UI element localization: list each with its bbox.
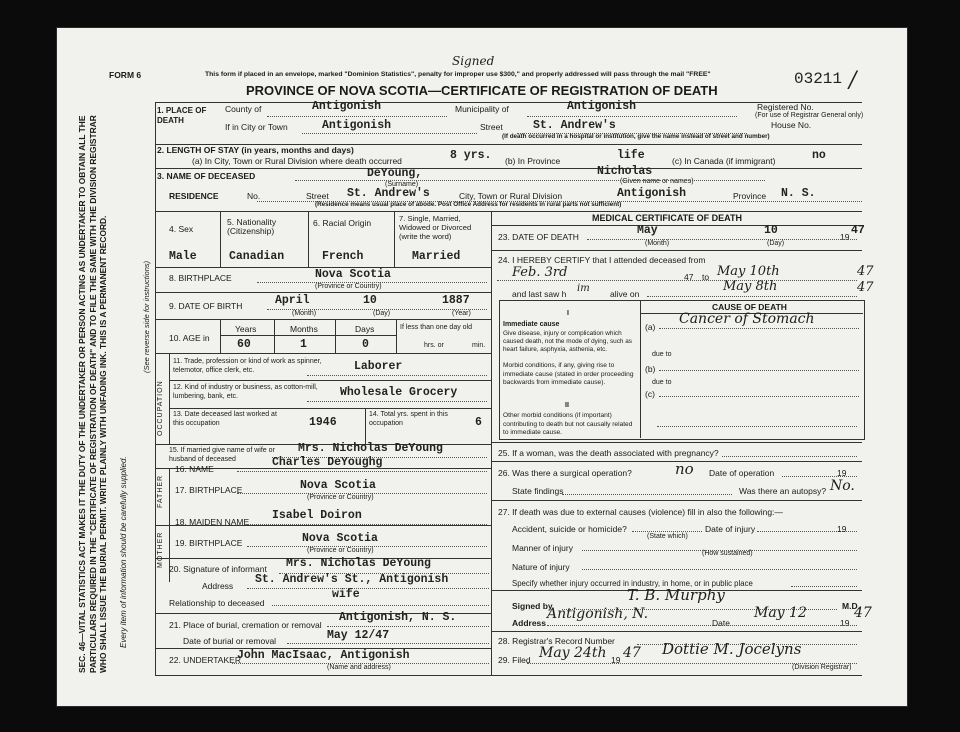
informant-address-label: Address bbox=[202, 581, 234, 591]
stay-a-label: (a) In City, Town or Rural Division where death occurred bbox=[192, 156, 402, 166]
certificate-title: PROVINCE OF NOVA SCOTIA—CERTIFICATE OF REGISTRATION OF DEATH bbox=[246, 83, 718, 98]
street-note: (If death occurred in a hospital or institution, give the name instead of street and number) bbox=[502, 133, 770, 140]
age-label: 10. AGE in bbox=[169, 333, 210, 343]
mother-side: MOTHER bbox=[157, 531, 164, 568]
last-worked-value: 1946 bbox=[309, 416, 337, 429]
form-number: FORM 6 bbox=[109, 70, 142, 80]
side-reverse: (See reverse side for instructions) bbox=[142, 260, 151, 373]
stay-c-value: no bbox=[812, 149, 826, 162]
number-slash: / bbox=[849, 68, 857, 93]
deceased-surname: DeYoung, bbox=[367, 167, 423, 180]
father-birthplace-label: 17. BIRTHPLACE bbox=[175, 485, 243, 495]
record-number-label: 28. Registrar's Record Number bbox=[498, 636, 615, 646]
trade-label: 11. Trade, profession or kind of work as spinner, telemotor, office clerk, etc. bbox=[173, 358, 322, 374]
father-birthplace: Nova Scotia bbox=[300, 479, 376, 492]
other-label: Other morbid conditions (if important) contributing to death but not causally related to immediate cause. bbox=[503, 412, 633, 436]
manner-label: Manner of injury bbox=[512, 543, 573, 553]
side-info: Every item of information should be carefully supplied. bbox=[119, 456, 128, 648]
dob-day: 10 bbox=[363, 294, 377, 307]
burial-place: Antigonish, N. S. bbox=[339, 611, 457, 624]
doctor-year-prefix: 19 bbox=[840, 618, 850, 628]
death-month-note: (Month) bbox=[645, 240, 670, 247]
doctor-address: Antigonish, N. bbox=[547, 606, 649, 622]
surname-note: (Surname) bbox=[385, 181, 419, 188]
how-sustained: (How sustained) bbox=[702, 550, 753, 557]
last-worked-label: 13. Date deceased last worked at this occupation bbox=[173, 411, 277, 427]
residence-no-label: No. bbox=[247, 191, 261, 201]
industry-label: 12. Kind of industry or business, as cotton-mill, lumbering, bank, etc. bbox=[173, 384, 318, 400]
roman-i: I bbox=[567, 310, 569, 317]
doctor-date-year: 47 bbox=[854, 605, 872, 621]
dob-month-note: (Month) bbox=[292, 310, 317, 317]
deceased-given: Nicholas bbox=[597, 165, 653, 178]
last-seen-date: May 8th bbox=[723, 279, 778, 294]
undertaker-note: (Name and address) bbox=[327, 664, 391, 671]
marital-label: 7. Single, Married, Widowed or Divorced (write the word) bbox=[399, 214, 472, 241]
mail-notice: This form if placed in an envelope, marked "Dominion Statistics", penalty for improper use $300," and properly addressed will pass through the mail "FREE" bbox=[205, 71, 711, 78]
injury-year: 19 bbox=[837, 524, 847, 534]
informant-sig: Mrs. Nicholas DeYoung bbox=[286, 557, 431, 570]
mother-maiden: Isabel Doiron bbox=[272, 509, 362, 522]
age-months: 1 bbox=[300, 338, 307, 351]
undertaker-label: 22. UNDERTAKER bbox=[169, 655, 241, 665]
registrar-signature: Dottie M. Jocelyns bbox=[662, 640, 802, 658]
injury-date-label: Date of injury bbox=[705, 524, 756, 534]
nature-label: Nature of injury bbox=[512, 562, 570, 572]
birthplace-value: Nova Scotia bbox=[315, 268, 391, 281]
less-than-day: If less than one day old bbox=[400, 324, 472, 331]
hrs-label: hrs. or bbox=[424, 342, 444, 349]
dob-day-note: (Day) bbox=[373, 310, 391, 317]
racial-value: French bbox=[322, 250, 364, 263]
undertaker-value: John MacIsaac, Antigonish bbox=[237, 649, 410, 662]
municipality-label: Municipality of bbox=[455, 104, 509, 114]
informant-address: St. Andrew's St., Antigonish bbox=[255, 573, 449, 586]
total-years-value: 6 bbox=[475, 416, 482, 429]
cause-a-label: (a) bbox=[645, 322, 656, 332]
death-date-label: 23. DATE OF DEATH bbox=[498, 232, 579, 242]
informant-relationship: wife bbox=[332, 588, 360, 601]
relationship-label: Relationship to deceased bbox=[169, 598, 265, 608]
informant-label: 20. Signature of informant bbox=[169, 564, 267, 574]
city-label: If in City or Town bbox=[225, 122, 288, 132]
certificate-number: 03211 bbox=[794, 70, 843, 88]
residence-street: St. Andrew's bbox=[347, 187, 430, 200]
months-label: Months bbox=[290, 324, 318, 334]
birthplace-note: (Province or Country) bbox=[315, 283, 382, 290]
mother-birthplace: Nova Scotia bbox=[302, 532, 378, 545]
years-label: Years bbox=[235, 324, 257, 334]
due-to-1: due to bbox=[652, 351, 672, 358]
attended-to-label: to bbox=[702, 272, 710, 282]
cause-a: Cancer of Stomach bbox=[679, 311, 815, 327]
stay-c-label: (c) In Canada (if immigrant) bbox=[672, 156, 776, 166]
registered-note: (For use of Registrar General only) bbox=[755, 112, 864, 119]
attended-from: Feb. 3rd bbox=[512, 265, 568, 280]
death-month: May bbox=[637, 224, 658, 237]
filed-year: 47 bbox=[623, 645, 641, 661]
last-seen-label: and last saw h bbox=[512, 289, 567, 299]
house-no-label: House No. bbox=[771, 120, 812, 130]
due-to-2: due to bbox=[652, 379, 672, 386]
dob-month: April bbox=[275, 294, 310, 307]
dob-year-note: (Year) bbox=[452, 310, 471, 317]
md-label: M.D. bbox=[842, 601, 860, 611]
autopsy-value: No. bbox=[830, 478, 855, 494]
death-day: 10 bbox=[764, 224, 778, 237]
alive-label: alive on bbox=[610, 289, 640, 299]
nationality-label: 5. Nationality (Citizenship) bbox=[227, 217, 277, 236]
industry-value: Wholesale Grocery bbox=[340, 386, 458, 399]
doctor-date: May 12 bbox=[754, 605, 807, 621]
stay-label: 2. LENGTH OF STAY (in years, months and days) bbox=[157, 145, 354, 155]
filed-year-prefix: 19 bbox=[611, 655, 621, 665]
doctor-date-label: Date bbox=[712, 618, 730, 628]
surgical-value: no bbox=[675, 460, 694, 478]
father-name: Charles DeYoughg bbox=[272, 456, 383, 469]
death-year: 47 bbox=[851, 224, 865, 237]
death-certificate bbox=[57, 28, 907, 706]
trade-value: Laborer bbox=[354, 360, 403, 373]
residence-note: (Residence means usual place of abode. Post Office Address for residents in rural parts not sufficient) bbox=[315, 201, 622, 208]
residence-province: N. S. bbox=[781, 187, 816, 200]
residence-street-label: Street bbox=[306, 191, 329, 201]
attended-to: May 10th bbox=[717, 264, 780, 279]
column-divider bbox=[491, 211, 492, 675]
sex-value: Male bbox=[169, 250, 197, 263]
father-side: FATHER bbox=[157, 474, 164, 508]
last-seen-him: im bbox=[577, 283, 590, 294]
deceased-label: 3. NAME OF DECEASED bbox=[157, 171, 256, 181]
dob-label: 9. DATE OF BIRTH bbox=[169, 301, 243, 311]
father-name-label: 16. NAME bbox=[175, 464, 214, 474]
filed-label: 29. Filed bbox=[498, 655, 531, 665]
residence-city: Antigonish bbox=[617, 187, 687, 200]
place-label: 1. PLACE OF DEATH bbox=[157, 106, 207, 125]
medical-header: MEDICAL CERTIFICATE OF DEATH bbox=[592, 213, 742, 223]
registrar-note: (Division Registrar) bbox=[792, 664, 852, 671]
side-instructions: SEC. 46—VITAL STATISTICS ACT MAKES IT THE DUTY OF THE UNDERTAKER OR PERSON ACTING AS UNDERTAKER TO OBTAIN ALL THE PARTICULARS REQUIRED IN THE "CERTIFICATE OF REGISTRATION OF DEATH" AND TO FILE THE SAME WITH THE DIVISION REGISTRAR WHO SHALL ISSUE THE BURIAL PERMIT. WRITE PLAINLY WITH UNFADING INK. THIS IS A PERMANENT RECORD. bbox=[77, 115, 108, 673]
operation-year: 19 bbox=[837, 468, 847, 478]
residence-city-label: City, Town or Rural Division bbox=[459, 191, 563, 201]
last-seen-year: 47 bbox=[857, 280, 874, 295]
death-year-prefix: 19 bbox=[840, 232, 850, 242]
signed-label: Signed by bbox=[512, 601, 553, 611]
cause-b-label: (b) bbox=[645, 364, 656, 374]
mother-birthplace-label: 19. BIRTHPLACE bbox=[175, 538, 243, 548]
header-rule bbox=[155, 102, 862, 103]
immediate-desc: Give disease, injury or complication which caused death, not the mode of dying, such as heart failure, asphyxia, asthenia, etc. bbox=[503, 330, 632, 353]
immediate-label: Immediate cause bbox=[503, 321, 560, 328]
stay-b-value: life bbox=[617, 149, 645, 162]
spouse-label: 15. If married give name of wife or husband of deceased bbox=[169, 447, 275, 463]
residence-province-label: Province bbox=[733, 191, 767, 201]
street-label: Street bbox=[480, 122, 503, 132]
marital-value: Married bbox=[412, 250, 461, 263]
morbid-label: Morbid conditions, if any, giving rise to immediate cause (stated in order proceeding backwards from immediate cause). bbox=[503, 362, 634, 386]
birthplace-label: 8. BIRTHPLACE bbox=[169, 273, 232, 283]
county-label: County of bbox=[225, 104, 262, 114]
spouse-value: Mrs. Nicholas DeYoung bbox=[298, 442, 443, 455]
street-value: St. Andrew's bbox=[533, 119, 616, 132]
county-value: Antigonish bbox=[312, 100, 382, 113]
stay-a-value: 8 yrs. bbox=[450, 149, 492, 162]
external-label: 27. If death was due to external causes (violence) fill in also the following:— bbox=[498, 507, 783, 517]
racial-label: 6. Racial Origin bbox=[313, 218, 372, 228]
roman-ii: II bbox=[565, 402, 569, 409]
stay-b-label: (b) In Province bbox=[505, 156, 561, 166]
total-years-label: 14. Total yrs. spent in this occupation bbox=[369, 411, 448, 427]
burial-place-label: 21. Place of burial, cremation or removal bbox=[169, 620, 322, 630]
surgical-label: 26. Was there a surgical operation? bbox=[498, 468, 632, 478]
cause-header: CAUSE OF DEATH bbox=[712, 302, 787, 312]
dob-year: 1887 bbox=[442, 294, 470, 307]
occupation-side: OCCUPATION bbox=[157, 380, 164, 436]
burial-date: May 12/47 bbox=[327, 629, 390, 642]
burial-date-label: Date of burial or removal bbox=[183, 636, 277, 646]
pregnancy-label: 25. If a woman, was the death associated with pregnancy? bbox=[498, 448, 719, 458]
attended-to-year: 47 bbox=[857, 264, 874, 279]
sex-label: 4. Sex bbox=[169, 224, 194, 234]
state-findings-label: State findings bbox=[512, 486, 564, 496]
accident-label: Accident, suicide or homicide? bbox=[512, 524, 627, 534]
registered-no-label: Registered No. bbox=[757, 102, 814, 112]
age-days: 0 bbox=[362, 338, 369, 351]
death-day-note: (Day) bbox=[767, 240, 785, 247]
nationality-value: Canadian bbox=[229, 250, 285, 263]
mother-maiden-label: 18. MAIDEN NAME bbox=[175, 517, 250, 527]
attended-label: 24. I HEREBY CERTIFY that I attended deceased from bbox=[498, 255, 706, 265]
days-label: Days bbox=[355, 324, 375, 334]
age-years: 60 bbox=[237, 338, 251, 351]
mother-note: (Province or Country) bbox=[307, 547, 374, 554]
given-note: (Given name or names) bbox=[620, 178, 694, 185]
specify-label: Specify whether injury occurred in industry, in home, or in public place bbox=[512, 579, 753, 588]
autopsy-label: Was there an autopsy? bbox=[739, 486, 827, 496]
cause-c-label: (c) bbox=[645, 389, 655, 399]
municipality-value: Antigonish bbox=[567, 100, 637, 113]
city-value: Antigonish bbox=[322, 119, 392, 132]
operation-date-label: Date of operation bbox=[709, 468, 775, 478]
state-which: (State which) bbox=[647, 533, 688, 540]
min-label: min. bbox=[472, 342, 486, 349]
notice-handwriting: Signed bbox=[452, 54, 495, 68]
doctor-address-label: Address bbox=[512, 618, 547, 628]
filed-date: May 24th bbox=[539, 645, 607, 661]
father-note: (Province or Country) bbox=[307, 494, 374, 501]
signed-value: T. B. Murphy bbox=[627, 586, 725, 604]
attended-from-year: 47 bbox=[684, 272, 694, 282]
residence-label: RESIDENCE bbox=[169, 191, 219, 201]
